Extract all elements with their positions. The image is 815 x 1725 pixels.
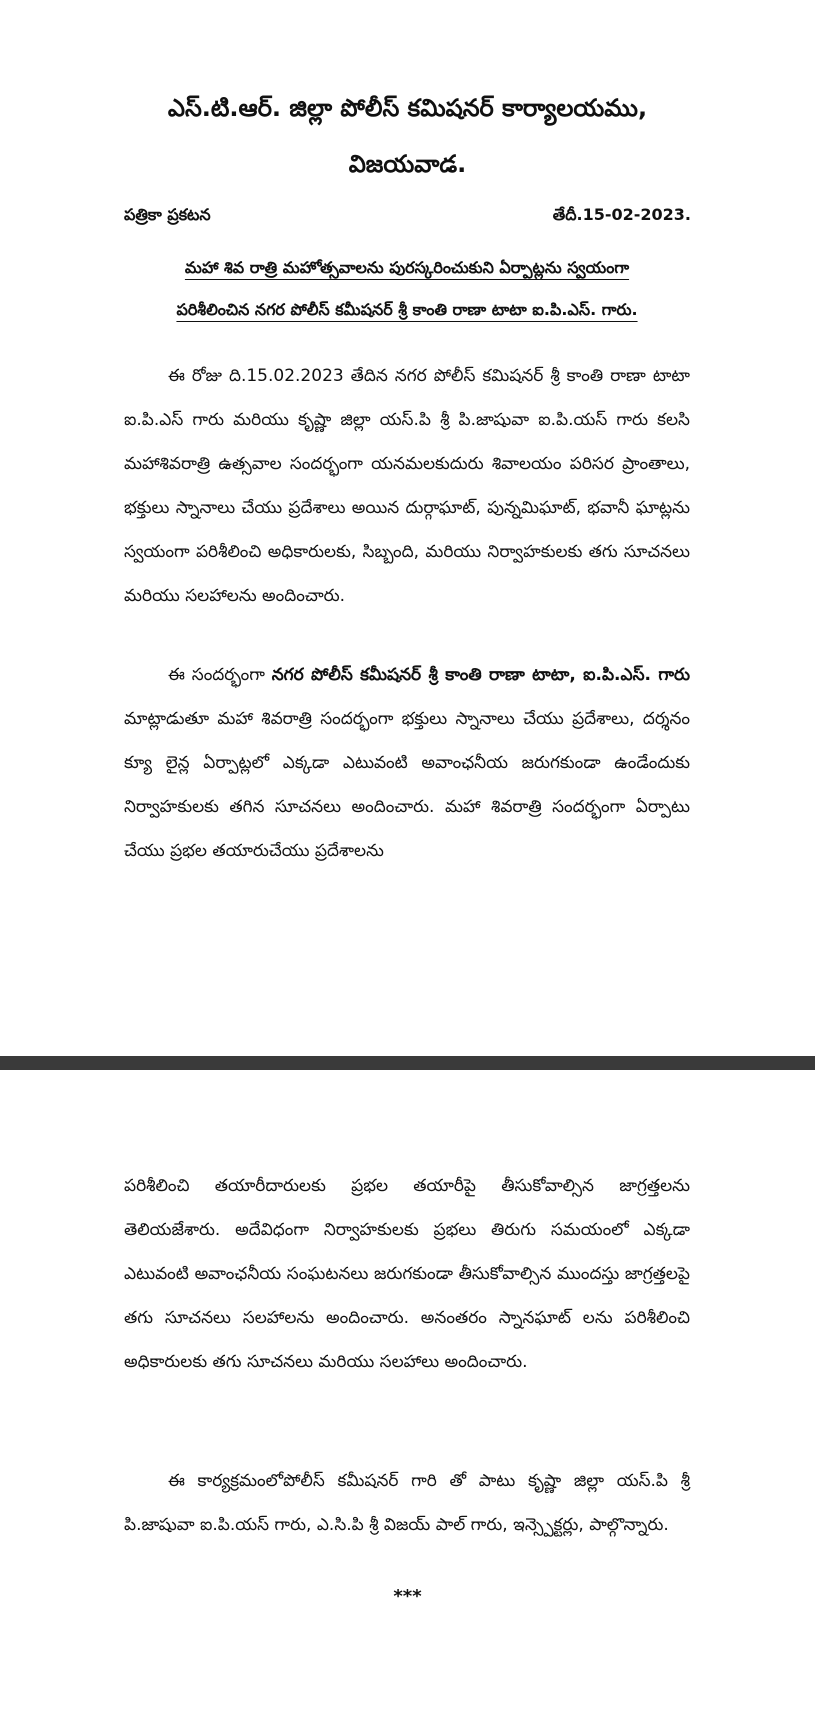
end-mark: *** — [393, 1586, 422, 1607]
paragraph-3-text: పరిశీలించి తయారీదారులకు ప్రభల తయారీపై తీసుకోవాల్సిన జాగ్రత్తలను తెలియజేశారు. అదేవిధంగా నిర్వాహకులకు ప్రభలు తిరుగు సమయంలో ఎక్కడా ఎటువంటి అవాంఛనీయ సంఘటనలు జరుగకుండా తీసుకోవాల్సిన ముందస్తు జాగ్రత్తలపై తగు సూచనలు సలహాలను అందించారు. అనంతరం స్నానఘాట్ లను పరిశీలించి అధికారులకు తగు సూచనలు మరియు సలహాలు అందించారు. — [124, 1176, 690, 1372]
paragraph-2 — [124, 653, 690, 873]
press-release-label: పత్రికా ప్రకటన — [124, 205, 211, 224]
paragraph-1 — [124, 354, 690, 618]
paragraph-4-text: ఈ కార్యక్రమంలోపోలీస్ కమీషనర్ గారి తో పాటు కృష్ణా జిల్లా యస్.పి శ్రీ పి.జాషువా ఐ.పి.యస్ గారు, ఎ.సి.పి శ్రీ విజయ్ పాల్ గారు, ఇన్స్పెక్టర్లు, పాల్గొన్నారు. — [124, 1471, 690, 1535]
press-release-date: తేదీ.15-02-2023. — [552, 205, 691, 224]
paragraph-3 — [124, 1164, 690, 1384]
paragraph-2-text: మాట్లాడుతూ మహా శివరాత్రి సందర్భంగా భక్తులు స్నానాలు చేయు ప్రదేశాలు, దర్శనం క్యూ లైన్ల ఏర్పాట్లలో ఎక్కడా ఎటువంటి అవాంఛనీయ జరుగకుండా ఉండేందుకు నిర్వాహకులకు తగిన సూచనలు అందించారు. మహా శివరాత్రి సందర్భంగా ఏర్పాటు చేయు ప్రభల తయారుచేయు ప్రదేశాలను — [124, 709, 690, 861]
subject-line-2: పరిశీలించిన నగర పోలీస్ కమీషనర్ శ్రీ కాంతి రాణా టాటా ఐ.పి.ఎస్. గారు. — [176, 300, 638, 319]
document-page-2 — [0, 1070, 815, 1725]
paragraph-2-lead: ఈ సందర్భంగా — [168, 665, 265, 685]
subject-heading — [124, 247, 690, 331]
office-title: ఎస్.టి.ఆర్. జిల్లా పోలీస్ కమిషనర్ కార్యాలయము, — [167, 94, 648, 122]
office-city: విజయవాడ. — [348, 150, 467, 178]
paragraph-4 — [124, 1459, 690, 1547]
paragraph-2-commissioner-name: నగర పోలీస్ కమీషనర్ శ్రీ కాంతి రాణా టాటా, ఐ.పి.ఎస్. గారు — [271, 665, 690, 685]
paragraph-1-text: ఈ రోజు ది.15.02.2023 తేదిన నగర పోలీస్ కమిషనర్ శ్రీ కాంతి రాణా టాటా ఐ.పి.ఎస్ గారు మరియు కృష్ణా జిల్లా యస్.పి శ్రీ పి.జాషువా ఐ.పి.యస్ గారు కలసి మహాశివరాత్రి ఉత్సవాల సందర్భంగా యనమలకుదురు శివాలయం పరిసర ప్రాంతాలు, భక్తులు స్నానాలు చేయు ప్రదేశాలు అయిన దుర్గాఘాట్, పున్నమిఘాట్, భవానీ ఘాట్లను స్వయంగా పరిశీలించి అధికారులకు, సిబ్బంది, మరియు నిర్వాహకులకు తగు సూచనలు మరియు సలహాలను అందించారు. — [124, 366, 690, 606]
page-separator — [0, 1056, 815, 1070]
subject-line-1: మహా శివ రాత్రి మహోత్సవాలను పురస్కరించుకుని ఏర్పాట్లను స్వయంగా — [184, 258, 630, 277]
